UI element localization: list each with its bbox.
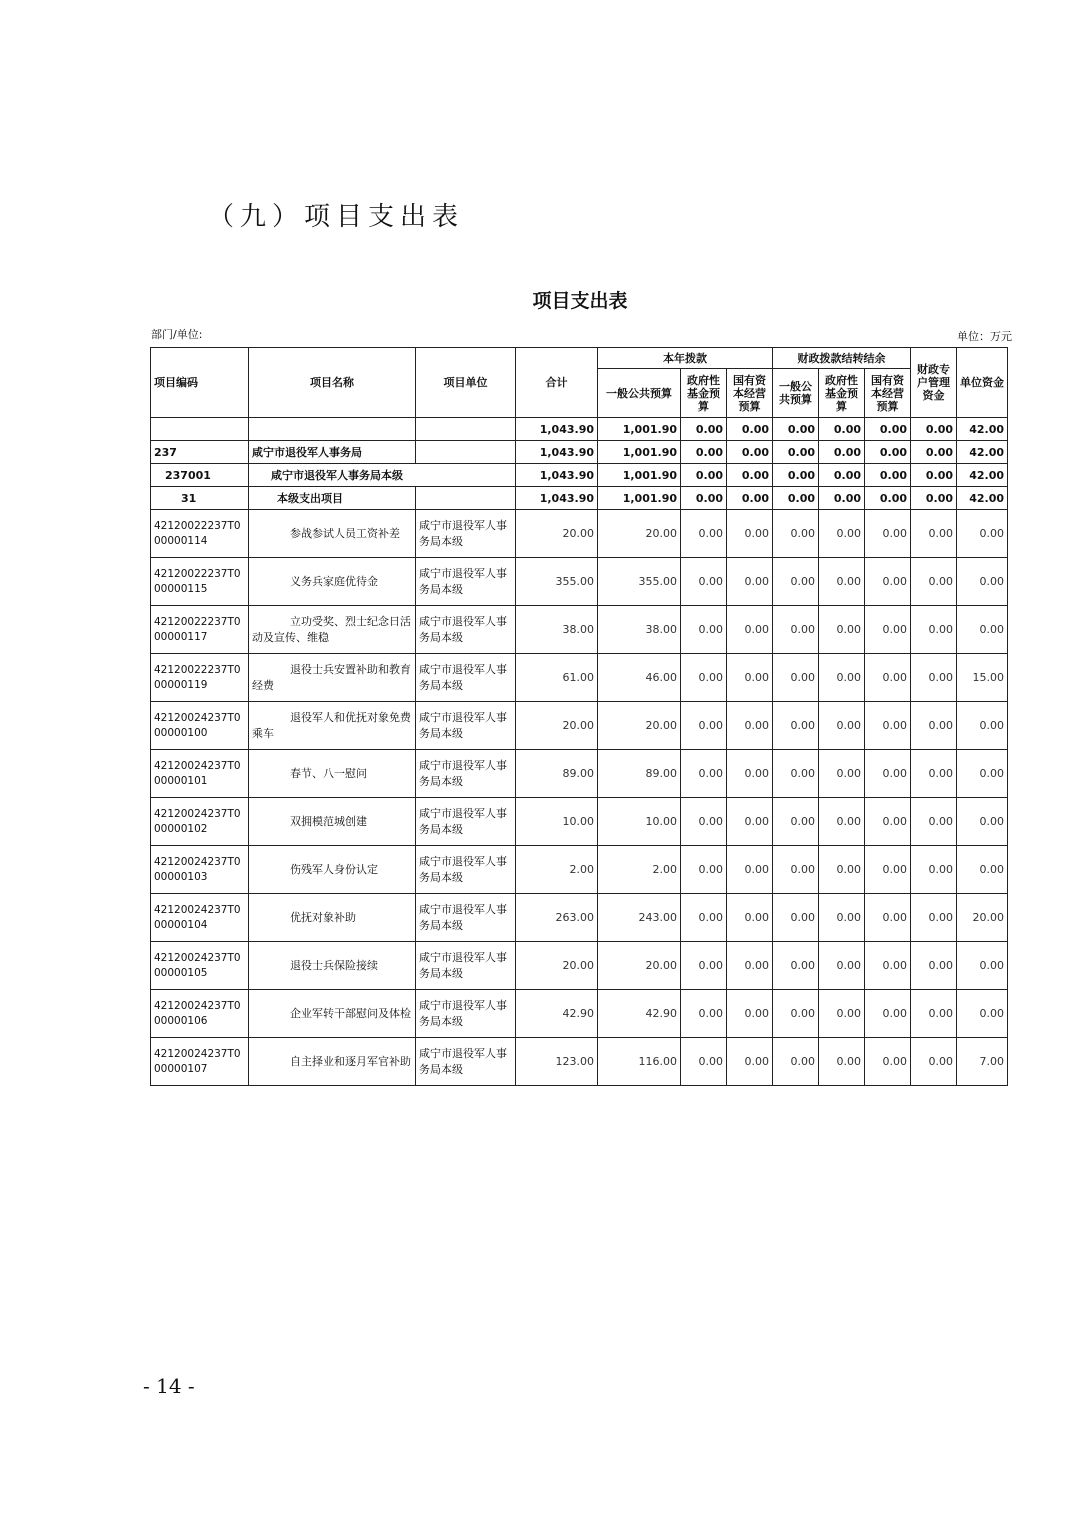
- cell-unit: [416, 487, 516, 510]
- cell-value: 0.00: [727, 441, 773, 464]
- cell-value: 0.00: [865, 487, 911, 510]
- cell-name: 双拥模范城创建: [249, 798, 416, 846]
- cell-value: 1,001.90: [598, 418, 681, 441]
- cell-value: 0.00: [819, 654, 865, 702]
- header-g2-general: 一般公共预算: [773, 369, 819, 418]
- cell-value: 42.00: [957, 487, 1008, 510]
- cell-value: 0.00: [773, 654, 819, 702]
- cell-value: 116.00: [598, 1038, 681, 1086]
- cell-code: 42120024237T000000100: [151, 702, 249, 750]
- cell-value: 0.00: [727, 418, 773, 441]
- cell-value: 0.00: [911, 846, 957, 894]
- cell-value: 0.00: [819, 750, 865, 798]
- cell-value: 0.00: [957, 942, 1008, 990]
- cell-code: 42120024237T000000105: [151, 942, 249, 990]
- cell-value: 7.00: [957, 1038, 1008, 1086]
- cell-value: 0.00: [911, 558, 957, 606]
- header-total: 合计: [516, 348, 598, 418]
- cell-value: 0.00: [957, 558, 1008, 606]
- cell-name: 本级支出项目: [249, 487, 416, 510]
- cell-value: 263.00: [516, 894, 598, 942]
- cell-value: 0.00: [773, 418, 819, 441]
- cell-value: 10.00: [516, 798, 598, 846]
- cell-value: 1,001.90: [598, 487, 681, 510]
- cell-value: 0.00: [681, 558, 727, 606]
- cell-name: 自主择业和逐月军官补助: [249, 1038, 416, 1086]
- cell-value: 0.00: [681, 654, 727, 702]
- cell-value: 0.00: [865, 846, 911, 894]
- cell-value: 42.90: [598, 990, 681, 1038]
- cell-name: 优抚对象补助: [249, 894, 416, 942]
- cell-value: 2.00: [516, 846, 598, 894]
- cell-value: 0.00: [911, 798, 957, 846]
- cell-value: 0.00: [911, 487, 957, 510]
- cell-value: 0.00: [957, 510, 1008, 558]
- cell-value: 0.00: [681, 894, 727, 942]
- cell-value: 0.00: [865, 510, 911, 558]
- page-number: - 14 -: [143, 1374, 195, 1398]
- cell-value: 0.00: [727, 558, 773, 606]
- cell-value: 89.00: [516, 750, 598, 798]
- cell-value: 0.00: [911, 464, 957, 487]
- cell-name: 咸宁市退役军人事务局: [249, 441, 416, 464]
- cell-value: 0.00: [819, 510, 865, 558]
- cell-code: 42120024237T000000103: [151, 846, 249, 894]
- table-row: [151, 510, 1008, 558]
- cell-value: 0.00: [773, 750, 819, 798]
- cell-value: 20.00: [957, 894, 1008, 942]
- cell-unit: 咸宁市退役军人事务局本级: [416, 990, 516, 1038]
- table-row: [151, 750, 1008, 798]
- cell-unit: 咸宁市退役军人事务局本级: [416, 846, 516, 894]
- cell-value: 1,001.90: [598, 441, 681, 464]
- cell-value: 1,043.90: [516, 464, 598, 487]
- table-row: [151, 702, 1008, 750]
- section-title: （九）项目支出表: [208, 202, 465, 232]
- cell-name: 参战参试人员工资补差: [249, 510, 416, 558]
- header-special: 财政专户管理资金: [911, 348, 957, 418]
- cell-unit: 咸宁市退役军人事务局本级: [416, 750, 516, 798]
- cell-value: 0.00: [773, 846, 819, 894]
- cell-code: 42120022237T000000114: [151, 510, 249, 558]
- cell-name: 义务兵家庭优待金: [249, 558, 416, 606]
- cell-value: 0.00: [681, 606, 727, 654]
- cell-value: 0.00: [819, 464, 865, 487]
- cell-value: 0.00: [773, 487, 819, 510]
- cell-value: 0.00: [819, 990, 865, 1038]
- cell-value: 0.00: [819, 1038, 865, 1086]
- table-row: [151, 1038, 1008, 1086]
- cell-value: 46.00: [598, 654, 681, 702]
- cell-code: 31: [151, 487, 249, 510]
- cell-value: 20.00: [598, 702, 681, 750]
- cell-value: 0.00: [681, 942, 727, 990]
- cell-value: 20.00: [598, 510, 681, 558]
- project-expenditure-table: [150, 347, 1008, 1086]
- cell-name: 退役军人和优抚对象免费乘车: [249, 702, 416, 750]
- cell-unit: 咸宁市退役军人事务局本级: [416, 798, 516, 846]
- cell-value: 2.00: [598, 846, 681, 894]
- cell-value: 10.00: [598, 798, 681, 846]
- cell-value: 0.00: [819, 441, 865, 464]
- cell-value: 0.00: [819, 846, 865, 894]
- cell-value: 1,043.90: [516, 487, 598, 510]
- cell-value: 42.00: [957, 441, 1008, 464]
- cell-value: 0.00: [957, 606, 1008, 654]
- cell-value: 0.00: [727, 798, 773, 846]
- cell-value: 0.00: [957, 846, 1008, 894]
- cell-value: 355.00: [598, 558, 681, 606]
- cell-value: 0.00: [773, 606, 819, 654]
- cell-value: 42.90: [516, 990, 598, 1038]
- table-row: [151, 942, 1008, 990]
- table-row: [151, 798, 1008, 846]
- cell-name: 企业军转干部慰问及体检: [249, 990, 416, 1038]
- cell-value: 0.00: [727, 1038, 773, 1086]
- cell-value: 0.00: [911, 441, 957, 464]
- cell-value: 0.00: [773, 798, 819, 846]
- cell-unit: [416, 441, 516, 464]
- table-row: [151, 606, 1008, 654]
- cell-value: 0.00: [865, 464, 911, 487]
- cell-value: 0.00: [773, 1038, 819, 1086]
- cell-unit: 咸宁市退役军人事务局本级: [416, 702, 516, 750]
- header-g1-capital: 国有资本经营预算: [727, 369, 773, 418]
- cell-value: 1,043.90: [516, 441, 598, 464]
- cell-value: 0.00: [911, 606, 957, 654]
- cell-value: 0.00: [773, 702, 819, 750]
- cell-value: 61.00: [516, 654, 598, 702]
- cell-value: 0.00: [957, 798, 1008, 846]
- cell-value: 89.00: [598, 750, 681, 798]
- cell-value: 15.00: [957, 654, 1008, 702]
- header-group-current-year: 本年拨款: [598, 348, 773, 369]
- cell-value: 0.00: [681, 464, 727, 487]
- cell-name: 咸宁市退役军人事务局本级: [249, 464, 516, 487]
- unit-label: 单位：万元: [957, 330, 1012, 343]
- header-group-carryover: 财政拨款结转结余: [773, 348, 911, 369]
- cell-value: 1,001.90: [598, 464, 681, 487]
- cell-value: 0.00: [819, 894, 865, 942]
- cell-value: 0.00: [681, 441, 727, 464]
- cell-unit: 咸宁市退役军人事务局本级: [416, 606, 516, 654]
- header-code: 项目编码: [151, 348, 249, 418]
- cell-value: 0.00: [865, 798, 911, 846]
- cell-value: 0.00: [865, 418, 911, 441]
- cell-value: 0.00: [773, 990, 819, 1038]
- cell-value: 0.00: [773, 441, 819, 464]
- cell-value: 0.00: [957, 990, 1008, 1038]
- cell-value: 0.00: [819, 558, 865, 606]
- cell-code: 42120022237T000000115: [151, 558, 249, 606]
- cell-value: 0.00: [911, 894, 957, 942]
- cell-value: 0.00: [865, 750, 911, 798]
- cell-value: 20.00: [598, 942, 681, 990]
- cell-value: 0.00: [911, 750, 957, 798]
- cell-name: 退役士兵保险接续: [249, 942, 416, 990]
- cell-unit: 咸宁市退役军人事务局本级: [416, 654, 516, 702]
- cell-value: 0.00: [819, 606, 865, 654]
- cell-value: 0.00: [681, 750, 727, 798]
- cell-value: 0.00: [727, 846, 773, 894]
- cell-value: 0.00: [911, 942, 957, 990]
- header-g1-general: 一般公共预算: [598, 369, 681, 418]
- cell-value: 0.00: [727, 990, 773, 1038]
- cell-unit: 咸宁市退役军人事务局本级: [416, 558, 516, 606]
- cell-unit: [416, 418, 516, 441]
- cell-value: 0.00: [911, 654, 957, 702]
- cell-name: 退役士兵安置补助和教育经费: [249, 654, 416, 702]
- cell-code: 42120024237T000000107: [151, 1038, 249, 1086]
- cell-value: 0.00: [819, 487, 865, 510]
- cell-code: 42120024237T000000106: [151, 990, 249, 1038]
- cell-value: 38.00: [598, 606, 681, 654]
- cell-value: 0.00: [865, 990, 911, 1038]
- cell-value: 0.00: [681, 846, 727, 894]
- cell-value: 0.00: [865, 654, 911, 702]
- cell-value: 0.00: [727, 702, 773, 750]
- cell-value: 0.00: [727, 750, 773, 798]
- header-g2-capital: 国有资本经营预算: [865, 369, 911, 418]
- cell-value: 0.00: [681, 798, 727, 846]
- cell-value: 0.00: [727, 942, 773, 990]
- cell-code: 237: [151, 441, 249, 464]
- cell-value: 0.00: [773, 558, 819, 606]
- cell-value: 0.00: [727, 510, 773, 558]
- cell-value: 0.00: [819, 702, 865, 750]
- cell-value: 0.00: [819, 798, 865, 846]
- cell-value: 0.00: [681, 487, 727, 510]
- cell-code: 42120022237T000000117: [151, 606, 249, 654]
- cell-value: 0.00: [727, 464, 773, 487]
- cell-value: 20.00: [516, 942, 598, 990]
- cell-value: 0.00: [911, 418, 957, 441]
- cell-value: 1,043.90: [516, 418, 598, 441]
- cell-value: 0.00: [727, 894, 773, 942]
- cell-value: 243.00: [598, 894, 681, 942]
- cell-code: 42120024237T000000102: [151, 798, 249, 846]
- cell-value: 0.00: [865, 606, 911, 654]
- cell-value: 0.00: [911, 702, 957, 750]
- table-row: [151, 558, 1008, 606]
- cell-unit: 咸宁市退役军人事务局本级: [416, 510, 516, 558]
- cell-value: 0.00: [681, 510, 727, 558]
- cell-value: 0.00: [681, 990, 727, 1038]
- cell-value: 0.00: [681, 418, 727, 441]
- cell-code: 42120024237T000000101: [151, 750, 249, 798]
- cell-code: 42120024237T000000104: [151, 894, 249, 942]
- cell-value: 0.00: [911, 510, 957, 558]
- cell-value: 0.00: [727, 654, 773, 702]
- cell-name: 春节、八一慰问: [249, 750, 416, 798]
- cell-value: 123.00: [516, 1038, 598, 1086]
- cell-value: 0.00: [957, 702, 1008, 750]
- table-title: 项目支出表: [532, 290, 628, 312]
- cell-value: 0.00: [681, 702, 727, 750]
- cell-unit: 咸宁市退役军人事务局本级: [416, 1038, 516, 1086]
- cell-value: 0.00: [773, 894, 819, 942]
- cell-name: [249, 418, 416, 441]
- cell-value: 0.00: [865, 894, 911, 942]
- header-own: 单位资金: [957, 348, 1008, 418]
- header-unit: 项目单位: [416, 348, 516, 418]
- summary-row: [151, 464, 1008, 487]
- cell-value: 0.00: [957, 750, 1008, 798]
- header-g2-fund: 政府性基金预算: [819, 369, 865, 418]
- cell-value: 38.00: [516, 606, 598, 654]
- table-row: [151, 654, 1008, 702]
- cell-value: 42.00: [957, 418, 1008, 441]
- summary-row: [151, 441, 1008, 464]
- cell-value: 0.00: [865, 1038, 911, 1086]
- cell-name: 立功受奖、烈士纪念日活动及宣传、维稳: [249, 606, 416, 654]
- table-row: [151, 846, 1008, 894]
- cell-value: 0.00: [911, 1038, 957, 1086]
- cell-value: 0.00: [819, 942, 865, 990]
- cell-value: 355.00: [516, 558, 598, 606]
- cell-value: 0.00: [773, 464, 819, 487]
- cell-value: 0.00: [681, 1038, 727, 1086]
- cell-code: 42120022237T000000119: [151, 654, 249, 702]
- summary-row: [151, 418, 1008, 441]
- table-row: [151, 990, 1008, 1038]
- cell-value: 20.00: [516, 510, 598, 558]
- cell-value: 0.00: [865, 441, 911, 464]
- dept-label: 部门/单位:: [151, 328, 203, 341]
- header-g1-fund: 政府性基金预算: [681, 369, 727, 418]
- cell-value: 0.00: [773, 942, 819, 990]
- cell-value: 0.00: [865, 558, 911, 606]
- table-row: [151, 894, 1008, 942]
- cell-value: 20.00: [516, 702, 598, 750]
- cell-value: 0.00: [773, 510, 819, 558]
- cell-value: 0.00: [727, 606, 773, 654]
- cell-code: [151, 418, 249, 441]
- cell-value: 0.00: [865, 942, 911, 990]
- cell-value: 0.00: [727, 487, 773, 510]
- cell-name: 伤残军人身份认定: [249, 846, 416, 894]
- cell-unit: 咸宁市退役军人事务局本级: [416, 942, 516, 990]
- cell-value: 42.00: [957, 464, 1008, 487]
- cell-value: 0.00: [819, 418, 865, 441]
- cell-code: 237001: [151, 464, 249, 487]
- cell-unit: 咸宁市退役军人事务局本级: [416, 894, 516, 942]
- header-name: 项目名称: [249, 348, 416, 418]
- cell-value: 0.00: [911, 990, 957, 1038]
- cell-value: 0.00: [865, 702, 911, 750]
- summary-row: [151, 487, 1008, 510]
